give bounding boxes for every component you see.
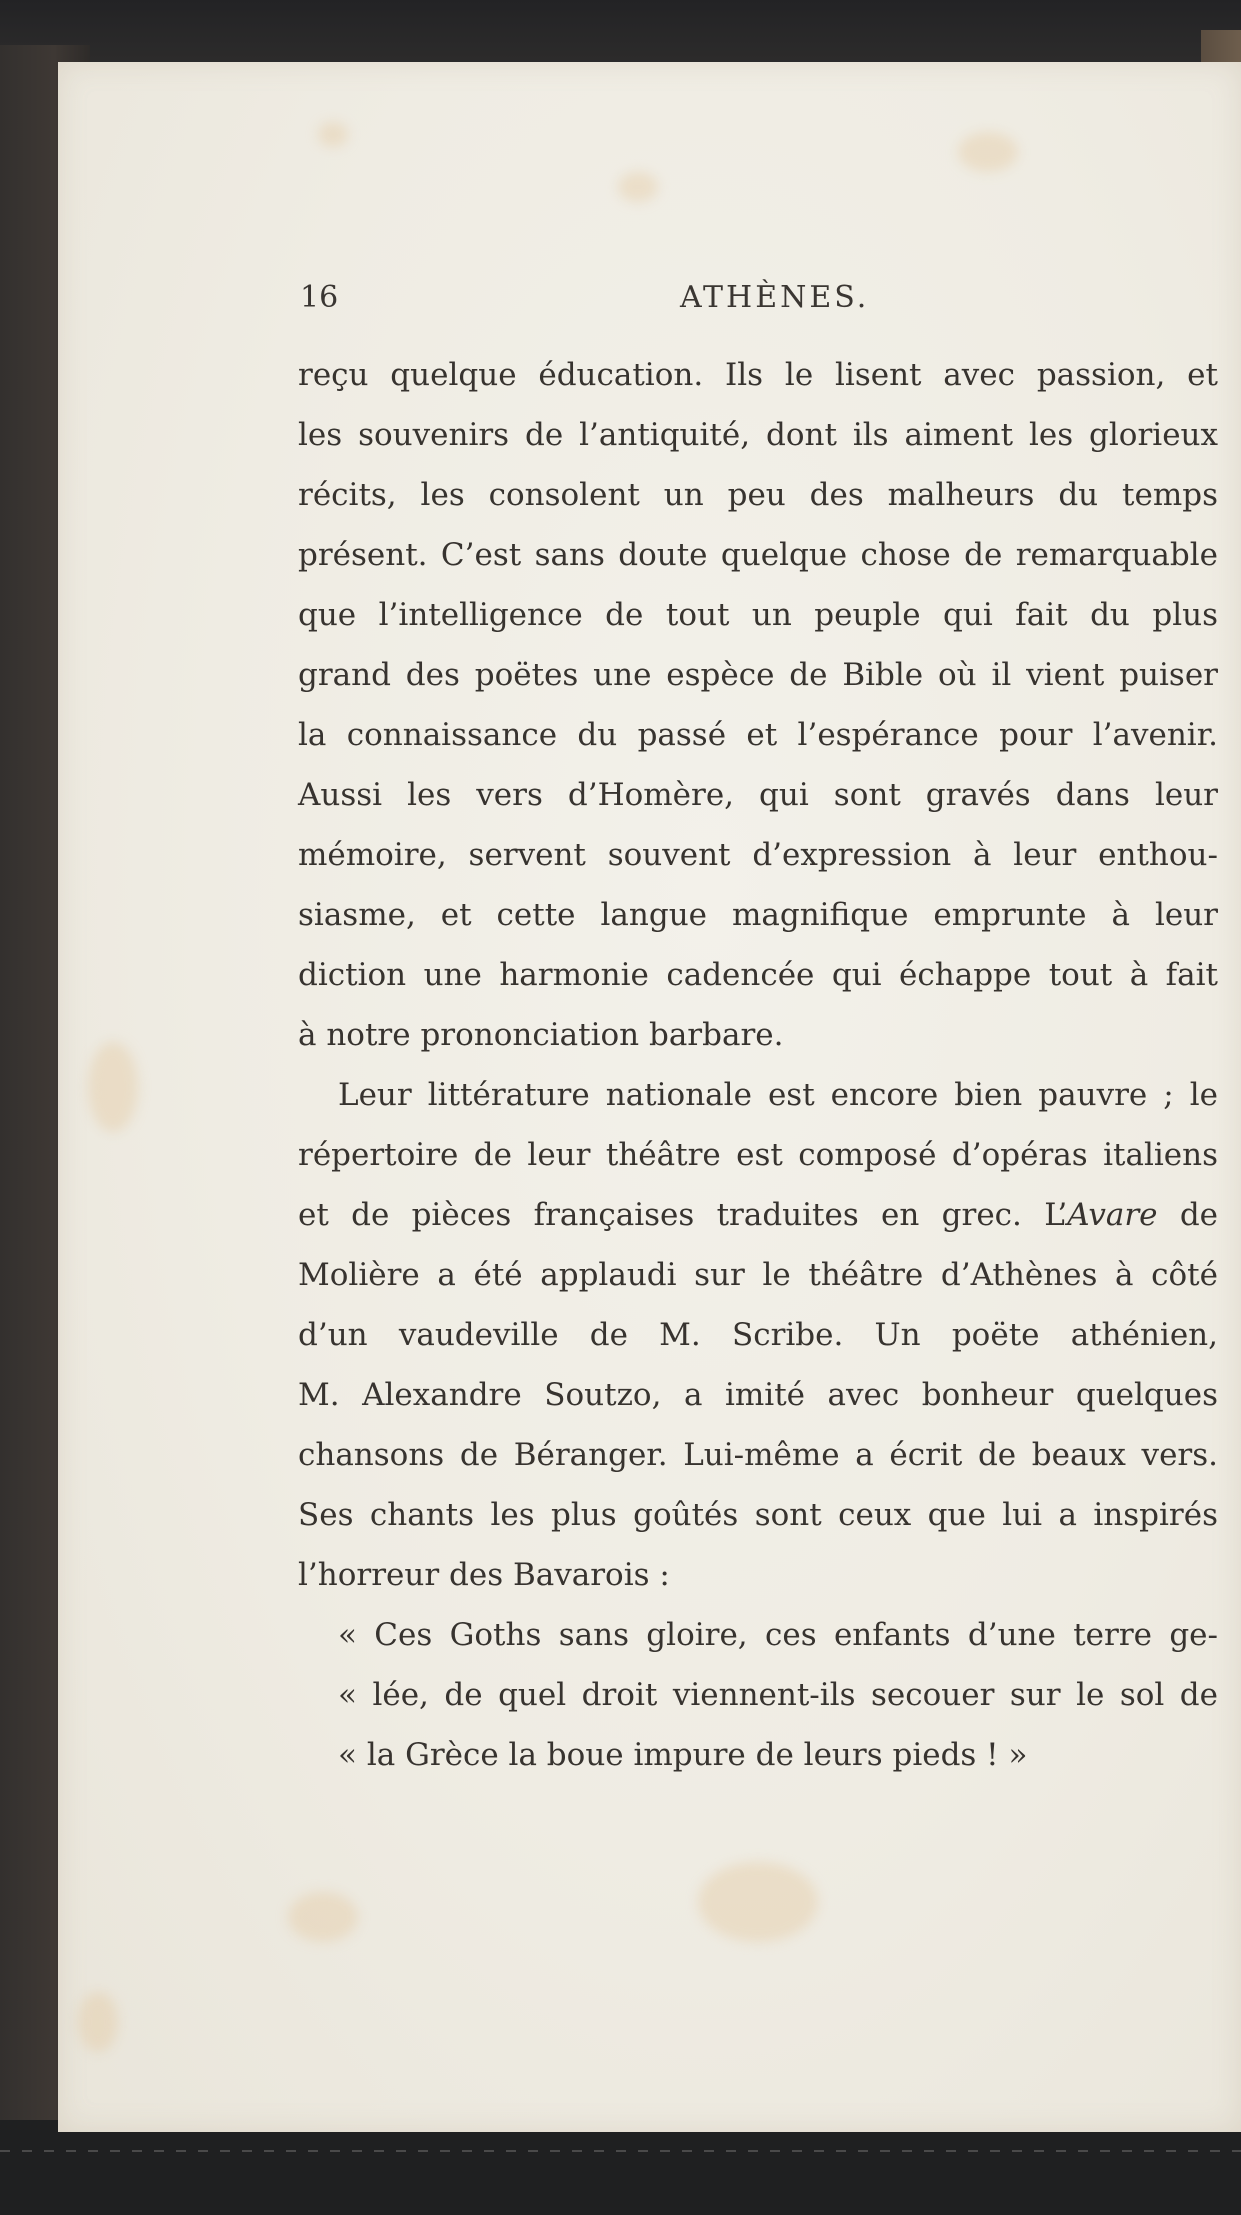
text-line: l’horreur des Bavarois :	[298, 1557, 670, 1593]
paper-stain	[318, 122, 348, 147]
text-segment: de	[1157, 1197, 1219, 1233]
text-line: Leur littérature nationale est encore bien pauvre ; le	[338, 1077, 1218, 1113]
scan-background-bottom	[0, 2120, 1241, 2215]
quote-line: « Ces Goths sans gloire, ces enfants d’une terre ge-	[338, 1617, 1218, 1653]
text-line: siasme, et cette langue magnifique emprunte à leur	[298, 897, 1218, 933]
text-line: diction une harmonie cadencée qui échappe tout à fait	[298, 957, 1218, 993]
text-line: grand des poëtes une espèce de Bible où il vient puiser	[298, 657, 1218, 693]
text-line: Ses chants les plus goûtés sont ceux que lui a inspirés	[298, 1497, 1218, 1533]
paper-stain	[78, 1992, 118, 2052]
text-line: d’un vaudeville de M. Scribe. Un poëte athénien,	[298, 1317, 1218, 1353]
paper-stain	[958, 132, 1018, 172]
text-line: Aussi les vers d’Homère, qui sont gravés dans leur	[298, 777, 1218, 813]
page-number: 16	[300, 280, 339, 315]
text-line-with-title	[298, 1185, 1218, 1245]
text-line: reçu quelque éducation. Ils le lisent avec passion, et	[298, 357, 1218, 393]
text-line: que l’intelligence de tout un peuple qui fait du plus	[298, 597, 1218, 633]
quote-line: « la Grèce la boue impure de leurs pieds ! »	[338, 1737, 1028, 1773]
text-line: Molière a été applaudi sur le théâtre d’Athènes à côté	[298, 1257, 1218, 1293]
text-segment: L’	[1044, 1197, 1068, 1233]
text-line: chansons de Béranger. Lui-même a écrit de beaux vers.	[298, 1437, 1218, 1473]
body-text	[298, 345, 1218, 1785]
quote-line: « lée, de quel droit viennent-ils secouer sur le sol de	[338, 1677, 1218, 1713]
text-line: répertoire de leur théâtre est composé d’opéras italiens	[298, 1137, 1218, 1173]
paper-stain	[88, 1042, 138, 1132]
text-line: M. Alexandre Soutzo, a imité avec bonheur quelques	[298, 1377, 1218, 1413]
running-title: ATHÈNES.	[680, 280, 870, 315]
paper-stain	[698, 1862, 818, 1942]
text-segment: et de pièces françaises traduites en grec.	[298, 1197, 1022, 1233]
text-line: les souvenirs de l’antiquité, dont ils aiment les glorieux	[298, 417, 1218, 453]
paper-stain	[618, 172, 658, 202]
scan-background-top	[0, 0, 1241, 60]
text-line: récits, les consolent un peu des malheurs du temps	[298, 477, 1218, 513]
italic-title: Avare	[1067, 1197, 1158, 1233]
page-header	[300, 280, 1220, 330]
text-line: à notre prononciation barbare.	[298, 1017, 784, 1053]
paper-stain	[288, 1892, 358, 1942]
text-line: la connaissance du passé et l’espérance pour l’avenir.	[298, 717, 1218, 753]
text-line: présent. C’est sans doute quelque chose de remarquable	[298, 537, 1218, 573]
text-line: mémoire, servent souvent d’expression à leur enthou-	[298, 837, 1218, 873]
